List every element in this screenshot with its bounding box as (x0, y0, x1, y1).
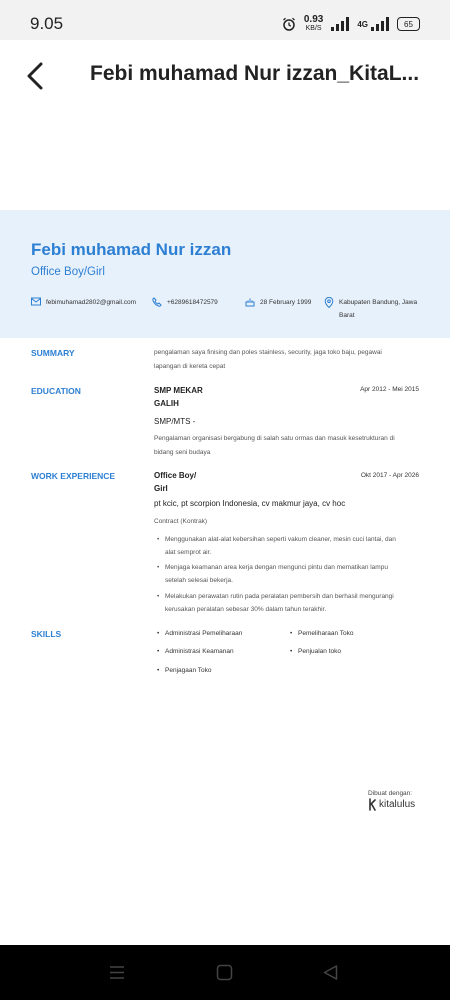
signal-icon-2 (371, 17, 389, 31)
location-pin-icon (324, 297, 334, 308)
contact-location (324, 296, 417, 322)
battery-level: 65 (404, 19, 413, 29)
watermark-caption: Dibuat dengan: (368, 790, 413, 797)
status-bar (0, 0, 450, 40)
work-experience-label: WORK EXPERIENCE (31, 471, 116, 481)
skill-item: • Administrasi Pemeliharaan (157, 630, 242, 637)
menu-icon[interactable] (108, 965, 126, 980)
education-school-line2: GALIH (154, 399, 179, 408)
work-bullet (157, 533, 430, 559)
contact-location-line2: Barat (339, 312, 355, 319)
kitalulus-brand-text: kitalulus (379, 799, 416, 810)
contact-location-text (339, 296, 417, 322)
education-label: EDUCATION (31, 386, 81, 396)
contact-email-text: febimuhamad2802@gmail.com (46, 299, 137, 306)
contact-location-line1: Kabupaten Bandung, Jawa (339, 299, 418, 306)
contact-birthdate-text: 28 February 1999 (260, 299, 312, 306)
work-bullet-line1: • Menjaga keamanan area kerja dengan mengunci pintu dan mematikan lampu (165, 564, 388, 571)
summary-line2: lapangan di kereta cepat (154, 363, 226, 370)
kitalulus-logo (368, 798, 415, 811)
cv-name: Febi muhamad Nur izzan (31, 240, 232, 259)
app-bar (0, 40, 450, 112)
kitalulus-logo-icon (368, 798, 377, 811)
cv-role: Office Boy/Girl (31, 266, 105, 278)
work-contract: Contract (Kontrak) (154, 518, 208, 525)
cake-icon (245, 297, 255, 307)
status-icons (282, 15, 420, 33)
work-bullet-line1: • Melakukan perawatan rutin pada peralatan pembersih dan berhasil mengurangi (165, 593, 394, 600)
work-dates: Okt 2017 - Apr 2026 (360, 472, 419, 479)
back-arrow-icon (20, 58, 56, 94)
home-icon[interactable] (216, 964, 233, 981)
contact-email (31, 296, 136, 309)
network-speed-value: 0.93 (303, 14, 324, 25)
skills-label: SKILLS (31, 629, 62, 639)
summary-line1: pengalaman saya finising dan poles stainless, security, jaga toko baju, pegawai (154, 349, 382, 356)
mail-icon (31, 297, 41, 306)
network-speed (304, 15, 323, 33)
page-title: Febi muhamad Nur izzan_KitaL... (90, 62, 420, 85)
signal-icon (331, 17, 349, 31)
education-desc-line2: bidang seni budaya (154, 449, 211, 456)
contact-phone-text: +6289618472579 (167, 299, 218, 306)
skill-item: • Administrasi Keamanan (157, 648, 234, 655)
skill-item: • Penjagaan Toko (157, 667, 212, 674)
alarm-icon (282, 17, 296, 31)
back-button[interactable] (20, 58, 56, 94)
cv-header (0, 210, 450, 338)
education-dates: Apr 2012 - Mei 2015 (360, 386, 419, 393)
kitalulus-watermark (368, 790, 415, 811)
contact-phone (152, 296, 218, 309)
education-desc-line1: Pengalaman organisasi bergabung di salah satu ormas dan masuk kesetrukturan di (154, 435, 395, 442)
skill-item: • Pemeliharaan Toko (290, 630, 354, 637)
contact-birthdate (245, 296, 311, 309)
work-bullet-line1: • Menggunakan alat-alat kebersihan seperti vakum cleaner, mesin cuci lantai, dan (165, 536, 396, 543)
phone-icon (152, 297, 162, 307)
work-position-line1: Office Boy/ (154, 471, 197, 480)
work-company: pt kcic, pt scorpion Indonesia, cv makmur jaya, cv hoc (154, 499, 346, 508)
work-bullet-line2: kerusakan peralatan sebesar 30% dalam tahun terakhir. (165, 606, 327, 613)
status-time: 9.05 (30, 14, 64, 33)
summary-label: SUMMARY (31, 348, 75, 358)
work-bullet (157, 561, 430, 587)
education-level: SMP/MTS - (154, 417, 196, 426)
work-bullet-line2: setelah selesai bekerja. (165, 577, 233, 584)
skill-item: • Penjualan toko (290, 648, 341, 655)
battery-icon (397, 17, 420, 31)
back-triangle-icon[interactable] (322, 964, 339, 981)
education-school-line1: SMP MEKAR (154, 386, 203, 395)
network-type: 4G (357, 19, 368, 29)
work-bullet (157, 590, 430, 616)
work-position-line2: Girl (154, 484, 168, 493)
network-speed-unit: KB/S (305, 25, 322, 32)
work-bullet-line2: alat semprot air. (165, 549, 212, 556)
system-nav-bar (0, 945, 450, 1000)
